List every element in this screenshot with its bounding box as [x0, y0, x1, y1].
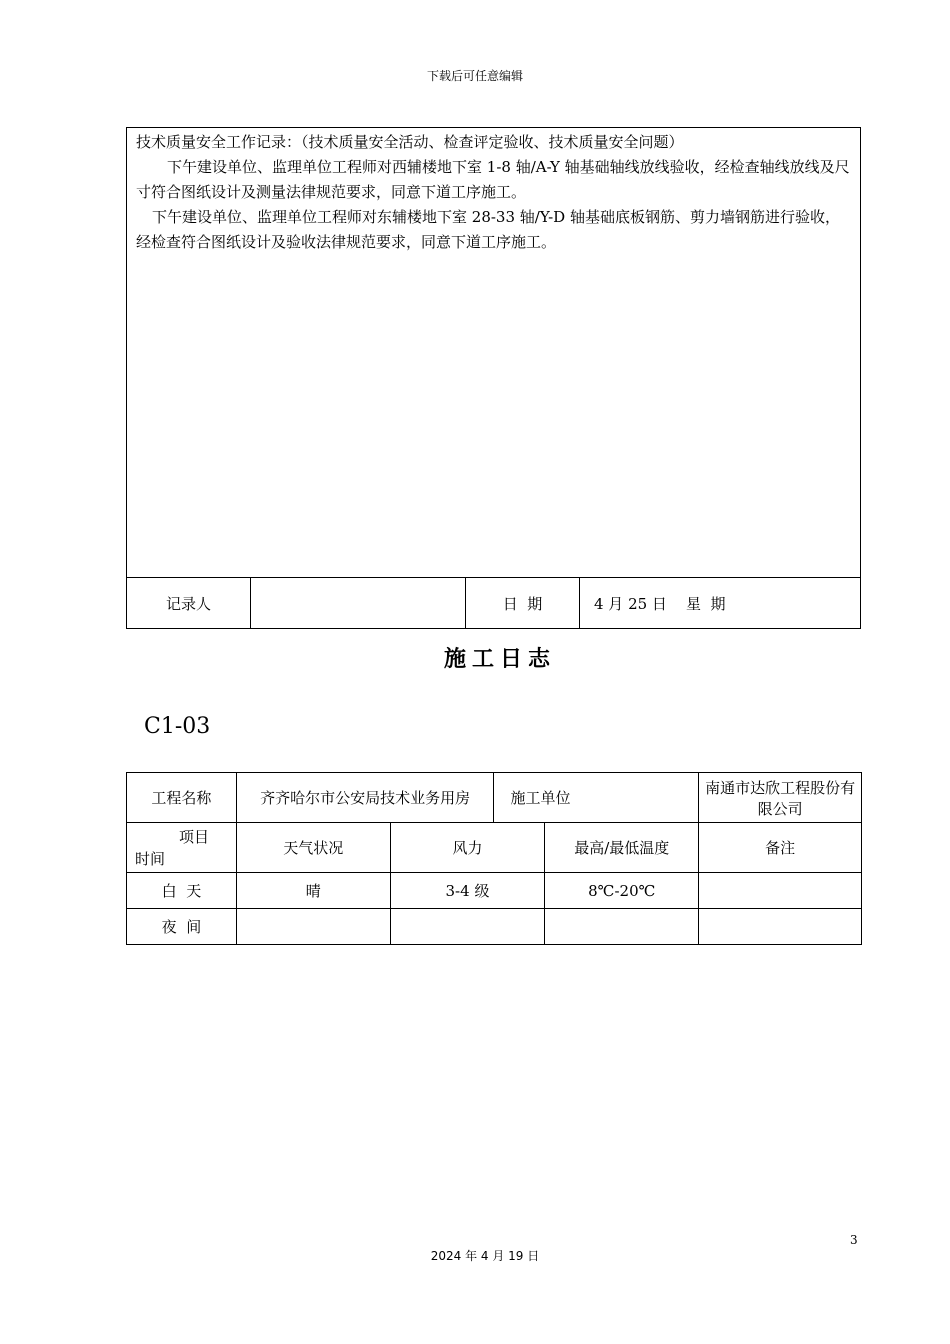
date-label: 日 期 [465, 578, 579, 628]
temperature-cell [545, 909, 699, 945]
note-cell [699, 909, 862, 945]
temperature-header: 最高/最低温度 [545, 823, 699, 873]
work-record-box [126, 127, 861, 629]
project-info-row [127, 773, 862, 823]
form-code: C1-03 [144, 714, 211, 739]
time-header-label: 时间 [135, 850, 166, 868]
recorder-label: 记录人 [165, 594, 211, 613]
table-row [127, 873, 862, 909]
construction-unit-value: 南通市达欣工程股份有限公司 [699, 773, 862, 823]
weather-header: 天气状况 [236, 823, 390, 873]
page-number: 3 [850, 1233, 858, 1247]
construction-log-table [126, 772, 862, 945]
date-value: 4 月 25 日 星 期 [579, 578, 860, 628]
weather-cell [236, 909, 390, 945]
recorder-value [250, 578, 465, 628]
table-row [127, 909, 862, 945]
project-name-value: 齐齐哈尔市公安局技术业务用房 [236, 773, 494, 823]
project-name-label: 工程名称 [127, 773, 237, 823]
weather-cell: 晴 [236, 873, 390, 909]
wind-header: 风力 [390, 823, 545, 873]
time-cell: 白 天 [127, 873, 237, 909]
header-note: 下载后可任意编辑 [426, 69, 523, 83]
work-record-heading: 技术质量安全工作记录：（技术质量安全活动、检查评定验收、技术质量安全问题） [136, 133, 684, 151]
construction-log-title: 施工日志 [443, 647, 556, 672]
item-header-label: 项目 [179, 828, 210, 846]
work-record-text [136, 130, 852, 255]
record-footer-row [127, 577, 860, 628]
note-cell [699, 873, 862, 909]
work-record-paragraph-1: 下午建设单位、监理单位工程师对西辅楼地下室 1-8 轴/A-Y 轴基础轴线放线验收，经检查轴线放线及尺寸符合图纸设计及测量法律规范要求，同意下道工序施工。 [136, 158, 850, 201]
time-cell: 夜 间 [127, 909, 237, 945]
wind-cell [390, 909, 545, 945]
note-header: 备注 [699, 823, 862, 873]
work-record-paragraph-2: 下午建设单位、监理单位工程师对东辅楼地下室 28-33 轴/Y-D 轴基础底板钢筋、剪力墙钢筋进行验收，经检查符合图纸设计及验收法律规范要求，同意下道工序施工。 [136, 208, 840, 251]
wind-cell: 3-4 级 [390, 873, 545, 909]
footer-date: 2024 年 4 月 19 日 [430, 1249, 540, 1263]
temperature-cell: 8℃-20℃ [545, 873, 699, 909]
item-time-header [127, 823, 237, 873]
construction-unit-label: 施工单位 [494, 773, 699, 823]
weather-header-row [127, 823, 862, 873]
